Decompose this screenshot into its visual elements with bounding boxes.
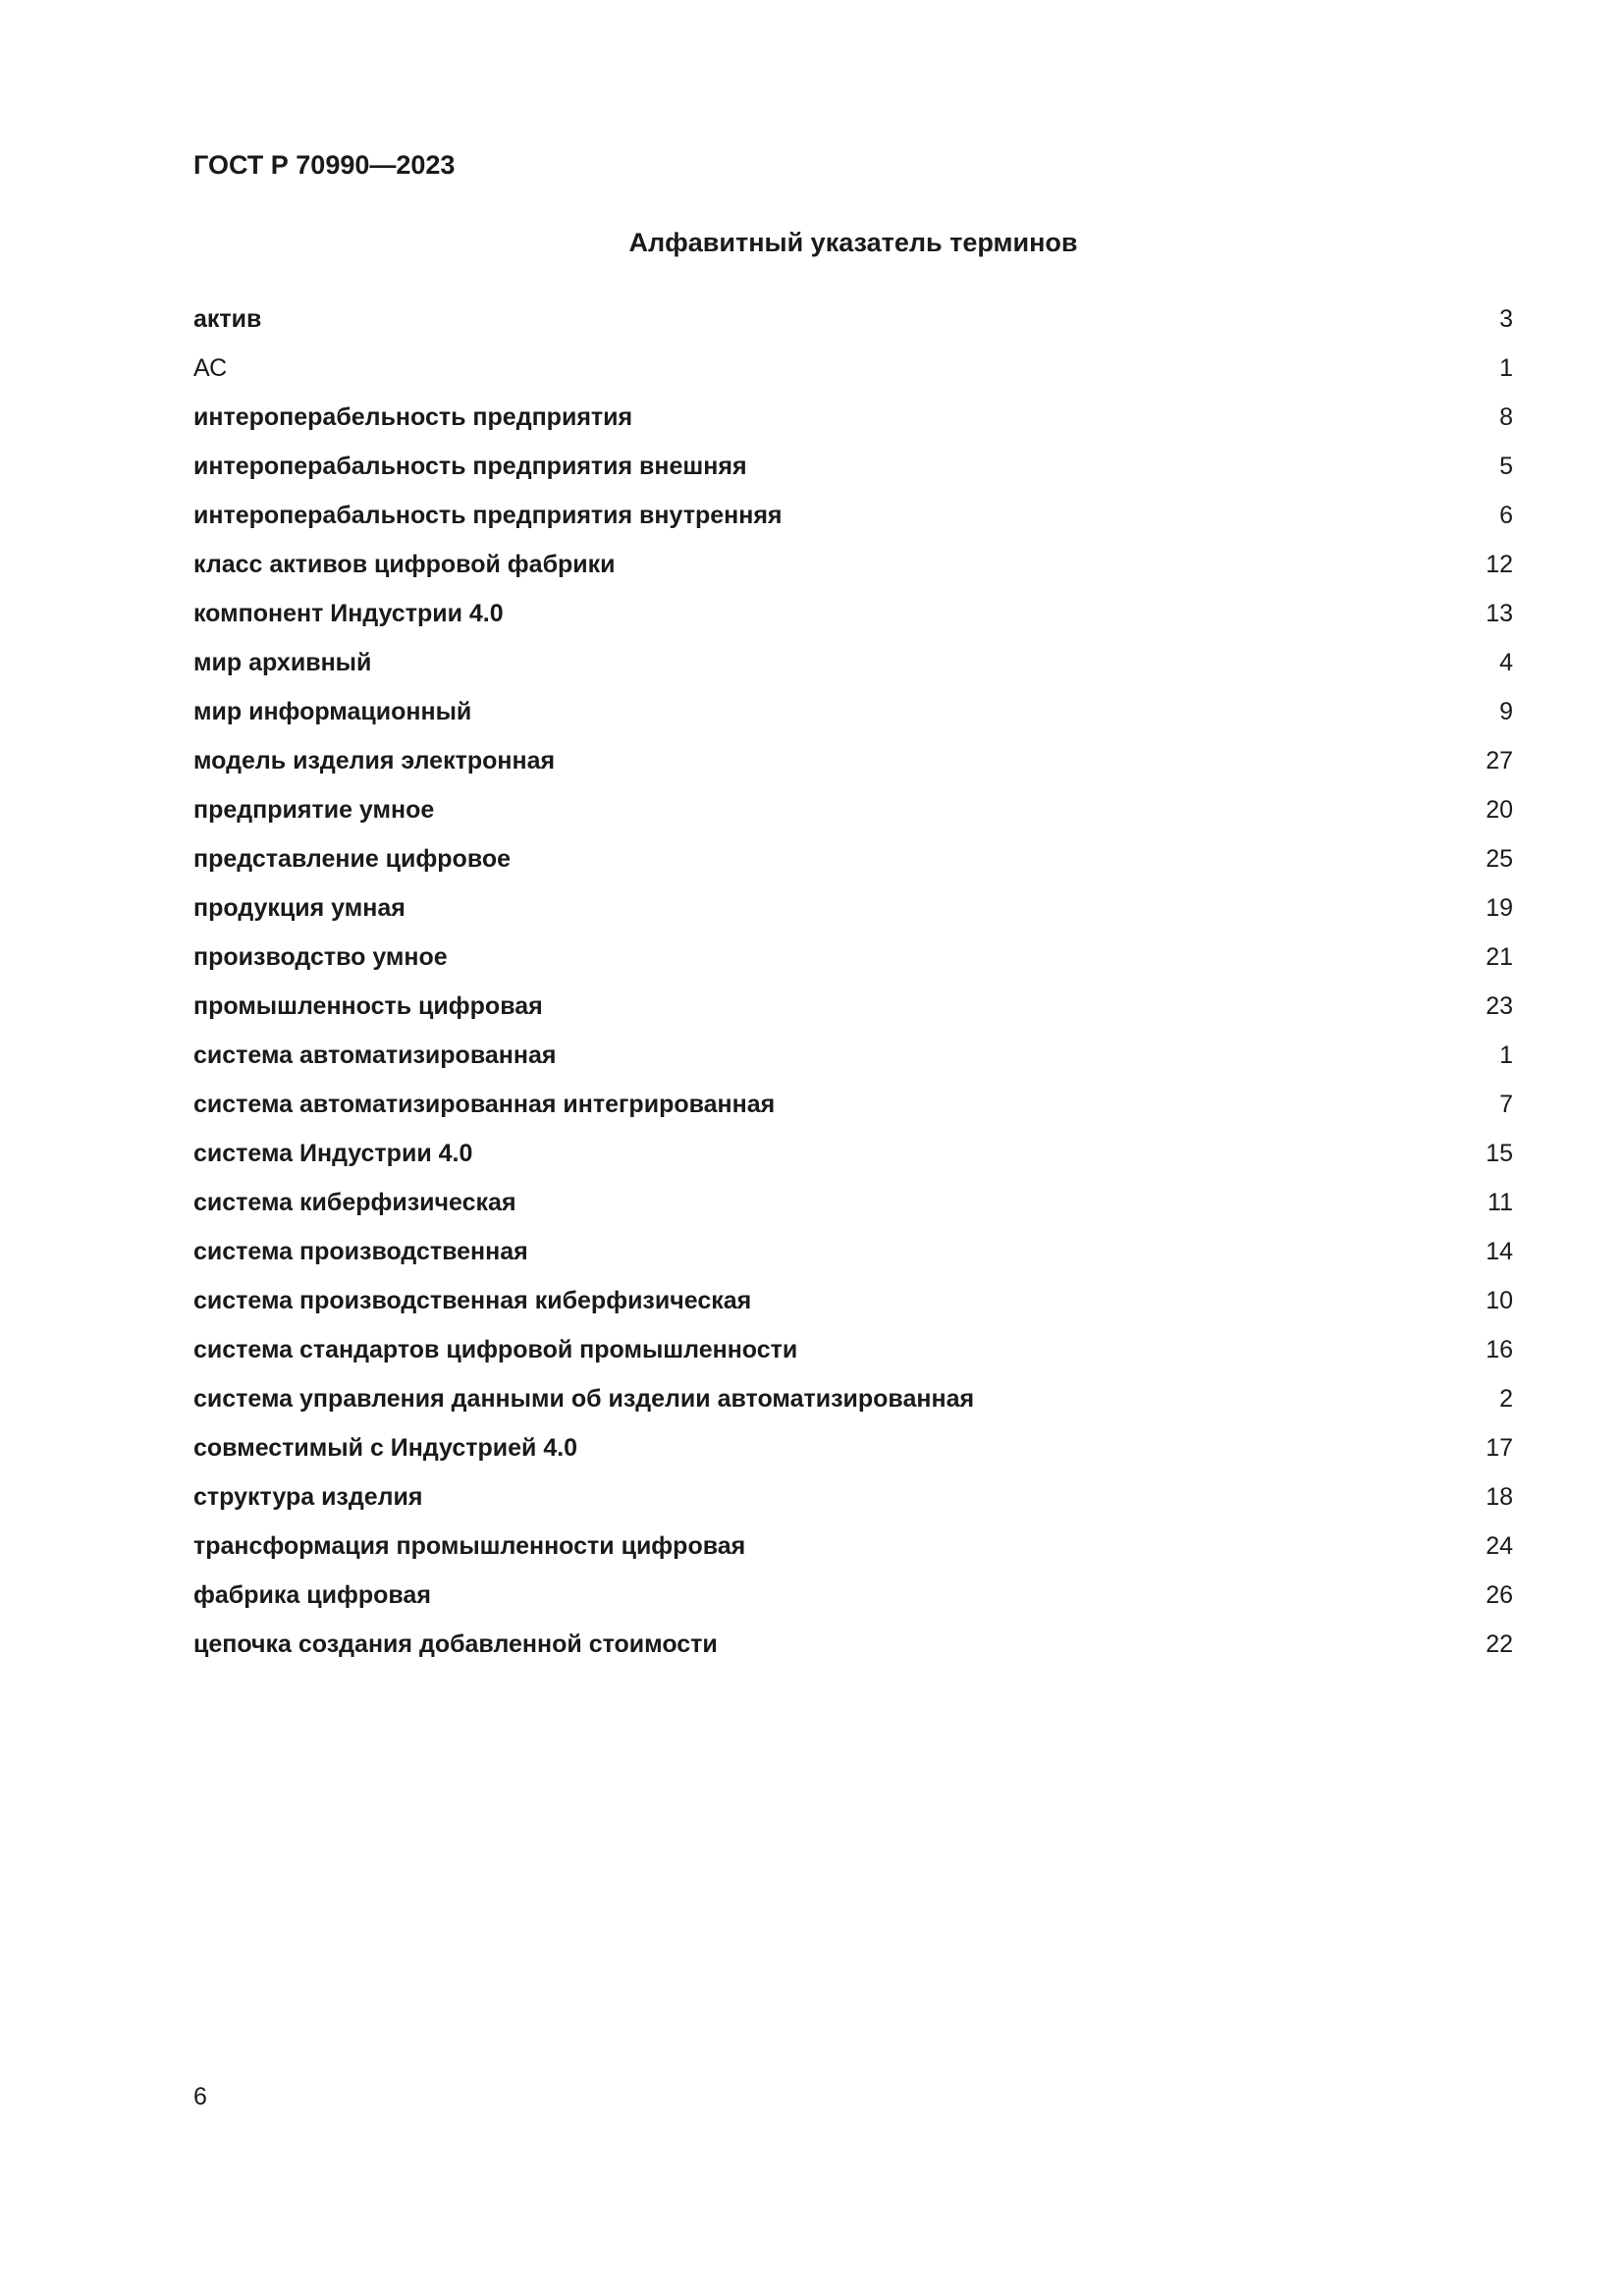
index-term: система производственная киберфизическая (193, 1287, 752, 1314)
index-entry (193, 1036, 1513, 1085)
term-index-list (193, 299, 1513, 1674)
index-reference: 17 (1486, 1434, 1513, 1462)
page-number: 6 (193, 2083, 207, 2110)
index-reference: 14 (1486, 1238, 1513, 1265)
index-entry (193, 1281, 1513, 1330)
index-reference: 10 (1486, 1287, 1513, 1314)
index-entry (193, 1575, 1513, 1625)
index-entry (193, 1379, 1513, 1428)
index-entry (193, 1085, 1513, 1134)
index-term: мир архивный (193, 649, 372, 676)
index-entry (193, 299, 1513, 348)
index-term: система производственная (193, 1238, 528, 1265)
index-entry (193, 937, 1513, 987)
index-term: производство умное (193, 943, 448, 971)
index-reference: 21 (1486, 943, 1513, 971)
index-reference: 23 (1486, 992, 1513, 1020)
index-term: система киберфизическая (193, 1189, 516, 1216)
index-reference: 15 (1486, 1140, 1513, 1167)
index-title: Алфавитный указатель терминов (628, 228, 1078, 257)
index-term: система автоматизированная (193, 1041, 557, 1069)
index-entry (193, 496, 1513, 545)
index-reference: 16 (1486, 1336, 1513, 1363)
index-term: совместимый с Индустрией 4.0 (193, 1434, 578, 1462)
index-reference: 1 (1499, 1041, 1513, 1069)
index-term: интероперабельность предприятия (193, 403, 633, 431)
index-reference: 1 (1499, 354, 1513, 382)
index-entry (193, 1428, 1513, 1477)
index-reference: 4 (1499, 649, 1513, 676)
document-header: ГОСТ Р 70990—2023 (193, 150, 456, 180)
index-entry (193, 1134, 1513, 1183)
index-entry (193, 1183, 1513, 1232)
index-reference: 11 (1488, 1189, 1513, 1216)
index-term: система Индустрии 4.0 (193, 1140, 473, 1167)
index-entry (193, 545, 1513, 594)
index-entry (193, 447, 1513, 496)
index-term: цепочка создания добавленной стоимости (193, 1630, 718, 1658)
index-reference: 9 (1499, 698, 1513, 725)
index-term: продукция умная (193, 894, 406, 922)
index-reference: 25 (1486, 845, 1513, 873)
index-reference: 20 (1486, 796, 1513, 824)
index-entry (193, 741, 1513, 790)
index-entry (193, 643, 1513, 692)
index-entry (193, 1526, 1513, 1575)
index-reference: 5 (1499, 453, 1513, 480)
index-reference: 12 (1486, 551, 1513, 578)
index-reference: 18 (1486, 1483, 1513, 1511)
index-reference: 3 (1499, 305, 1513, 333)
index-entry (193, 594, 1513, 643)
index-entry (193, 1625, 1513, 1674)
index-reference: 26 (1486, 1581, 1513, 1609)
index-term: модель изделия электронная (193, 747, 556, 774)
index-term: компонент Индустрии 4.0 (193, 600, 504, 627)
index-reference: 22 (1486, 1630, 1513, 1658)
index-entry (193, 839, 1513, 888)
index-term: система автоматизированная интегрированная (193, 1091, 776, 1118)
index-term: структура изделия (193, 1483, 423, 1511)
index-term: мир информационный (193, 698, 472, 725)
index-reference: 6 (1499, 502, 1513, 529)
index-term: система стандартов цифровой промышленности (193, 1336, 798, 1363)
index-term: представление цифровое (193, 845, 512, 873)
index-term: интероперабальность предприятия внешняя (193, 453, 747, 480)
index-term: предприятие умное (193, 796, 435, 824)
index-reference: 24 (1486, 1532, 1513, 1560)
index-reference: 19 (1486, 894, 1513, 922)
index-term: интероперабальность предприятия внутренняя (193, 502, 783, 529)
index-reference: 8 (1499, 403, 1513, 431)
index-entry (193, 398, 1513, 447)
index-entry (193, 692, 1513, 741)
index-term: фабрика цифровая (193, 1581, 431, 1609)
index-entry (193, 1232, 1513, 1281)
index-reference: 13 (1486, 600, 1513, 627)
index-term: трансформация промышленности цифровая (193, 1532, 746, 1560)
index-term: система управления данными об изделии автоматизированная (193, 1385, 975, 1413)
index-entry (193, 790, 1513, 839)
index-entry (193, 888, 1513, 937)
index-reference: 2 (1499, 1385, 1513, 1413)
index-entry (193, 348, 1513, 398)
index-term: класс активов цифровой фабрики (193, 551, 616, 578)
index-reference: 27 (1486, 747, 1513, 774)
index-term: промышленность цифровая (193, 992, 543, 1020)
index-term: актив (193, 305, 262, 333)
index-term: АС (193, 354, 228, 382)
index-entry (193, 1330, 1513, 1379)
index-entry (193, 987, 1513, 1036)
index-entry (193, 1477, 1513, 1526)
index-reference: 7 (1499, 1091, 1513, 1118)
